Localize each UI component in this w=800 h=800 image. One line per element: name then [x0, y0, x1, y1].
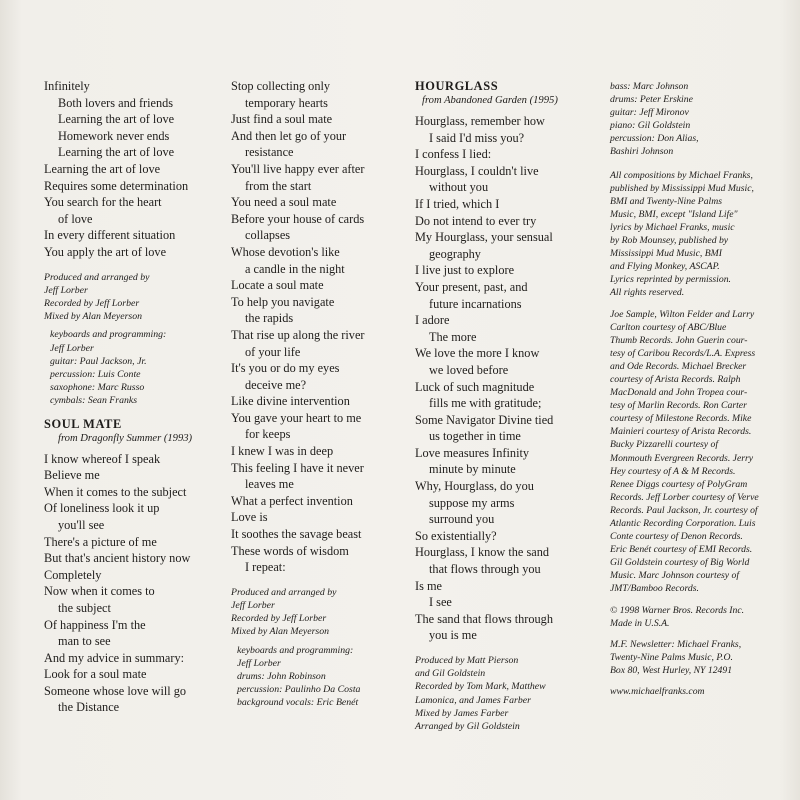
lyric-line: I know whereof I speak: [44, 451, 161, 466]
text-line: JMT/Bamboo Records.: [610, 583, 699, 595]
lyric-line: It's you or do my eyes: [231, 361, 340, 376]
text-line: Monmouth Evergreen Records. Jerry: [610, 452, 754, 464]
lyric-line: without you: [429, 180, 489, 195]
text-line: Mainieri courtesy of Arista Records.: [610, 426, 752, 438]
text-line: Lyrics reprinted by permission.: [610, 274, 731, 286]
text-line: Recorded by Jeff Lorber: [44, 297, 140, 309]
text-line: and Ode Records. Michael Brecker: [610, 360, 747, 372]
lyric-line: minute by minute: [429, 462, 516, 477]
lyric-line: We love the more I know: [415, 346, 540, 361]
lyric-line: Why, Hourglass, do you: [415, 479, 534, 494]
text-line: MacDonald and John Tropea cour-: [610, 387, 748, 399]
lyric-line: us together in time: [429, 429, 521, 444]
lyric-line: This feeling I have it never: [231, 460, 364, 475]
lyric-line: from the start: [245, 178, 312, 193]
lyric-line: Completely: [44, 567, 102, 582]
lyric-line: Requires some determination: [44, 178, 189, 193]
lyric-line: Both lovers and friends: [58, 95, 174, 110]
lyric-line: resistance: [245, 145, 294, 160]
text-line: Recorded by Jeff Lorber: [231, 613, 327, 625]
text-line: cymbals: Sean Franks: [50, 395, 138, 407]
text-line: Made in U.S.A.: [610, 617, 670, 629]
text-line: Arranged by Gil Goldstein: [415, 721, 520, 733]
song-title: SOUL MATE: [44, 416, 122, 431]
text-line: courtesy of Milestone Records. Mike: [610, 413, 752, 425]
lyric-line: the rapids: [245, 311, 294, 326]
text-line: Carlton courtesy of ABC/Blue: [610, 321, 727, 333]
text-line: Records. Paul Jackson, Jr. courtesy of: [610, 504, 758, 516]
lyric-line: The more: [429, 329, 477, 344]
lyric-line: you'll see: [58, 517, 105, 532]
text-line: Hey courtesy of A & M Records.: [610, 465, 736, 477]
lyric-line: deceive me?: [245, 377, 307, 392]
lyric-line: Infinitely: [44, 79, 90, 93]
website-link[interactable]: www.michaelfranks.com: [610, 686, 705, 698]
lyric-line: surround you: [429, 512, 495, 527]
lyric-line: Do not intend to ever try: [415, 213, 537, 228]
text-line: bass: Marc Johnson: [610, 81, 689, 92]
lyric-line: What a perfect invention: [231, 493, 353, 508]
lyric-line: You'll live happy ever after: [231, 161, 365, 176]
lyric-line: you is me: [429, 628, 477, 643]
text-line: Eric Benét courtesy of EMI Records.: [610, 544, 753, 556]
lyric-line: Love measures Infinity: [415, 445, 530, 460]
lyric-line: I adore: [415, 313, 450, 328]
lyric-line: Locate a soul mate: [231, 278, 324, 293]
lyric-line: You gave your heart to me: [231, 410, 362, 425]
text-line: Music, BMI, except "Island Life": [610, 208, 738, 220]
lyric-line: Believe me: [44, 468, 100, 483]
lyric-line: Whose devotion's like: [231, 244, 340, 259]
musician-credits: [231, 644, 411, 710]
text-line: guitar: Paul Jackson, Jr.: [50, 355, 147, 367]
lyric-line: future incarnations: [429, 296, 522, 311]
song-subtitle: from Abandoned Garden (1995): [422, 95, 558, 106]
text-line: Jeff Lorber: [50, 342, 94, 354]
text-line: Joe Sample, Wilton Felder and Larry: [610, 308, 755, 320]
lyric-line: the subject: [58, 600, 111, 615]
text-line: background vocals: Eric Benét: [237, 697, 359, 709]
lyric-line: fills me with gratitude;: [429, 396, 542, 411]
text-line: piano: Gil Goldstein: [610, 120, 691, 132]
lyric-line: I live just to explore: [415, 263, 515, 278]
musician-credits: [44, 328, 222, 407]
lyric-line: Stop collecting only: [231, 79, 331, 93]
lyric-line: And then let go of your: [231, 128, 347, 143]
lyric-line: And my advice in summary:: [44, 650, 185, 665]
lyric-line: Learning the art of love: [44, 161, 161, 176]
column-3: [415, 78, 605, 733]
text-line: Records. Jeff Lorber courtesy of Verve: [610, 491, 759, 503]
lyric-line: There's a picture of me: [44, 534, 157, 549]
text-line: Conte courtesy of Denon Records.: [610, 531, 743, 543]
text-line: keyboards and programming:: [237, 644, 354, 656]
lyric-line: If I tried, which I: [415, 196, 500, 211]
column-2: [231, 78, 411, 710]
lyric-line: So existentially?: [415, 528, 497, 543]
lyric-line: Some Navigator Divine tied: [415, 412, 554, 427]
lyric-line: Look for a soul mate: [44, 667, 147, 682]
text-line: Bashiri Johnson: [610, 146, 674, 158]
text-line: Recorded by Tom Mark, Matthew: [415, 681, 546, 693]
text-line: All rights reserved.: [610, 287, 685, 299]
lyric-line: That rise up along the river: [231, 327, 365, 342]
text-line: percussion: Don Alias,: [610, 133, 699, 145]
text-line: tesy of Caribou Records/L.A. Express: [610, 347, 756, 359]
column-4: [610, 80, 788, 698]
song-subtitle: from Dragonfly Summer (1993): [58, 432, 193, 444]
lyrics-block: [44, 451, 222, 717]
lyric-line: The sand that flows through: [415, 611, 553, 626]
lyric-line: Of happiness I'm the: [44, 617, 146, 632]
lyric-line: You need a soul mate: [231, 195, 337, 210]
lyric-line: Someone whose love will go: [44, 683, 187, 698]
text-line: percussion: Luis Conte: [50, 368, 141, 380]
lyric-line: we loved before: [429, 362, 509, 377]
lyric-line: I see: [429, 595, 452, 610]
text-line: Jeff Lorber: [237, 657, 281, 669]
lyric-line: I repeat:: [245, 560, 286, 575]
lyric-line: I knew I was in deep: [231, 444, 334, 459]
text-line: M.F. Newsletter: Michael Franks,: [610, 638, 742, 650]
lyric-line: geography: [429, 246, 481, 261]
compositions-notice: [610, 169, 788, 300]
text-line: Jeff Lorber: [44, 284, 88, 296]
lyric-line: the Distance: [58, 700, 120, 715]
text-line: keyboards and programming:: [50, 329, 167, 341]
text-line: and Gil Goldstein: [415, 668, 486, 680]
text-line: Produced by Matt Pierson: [415, 655, 519, 666]
lyric-line: But that's ancient history now: [44, 551, 191, 566]
lyric-line: Your present, past, and: [415, 279, 528, 294]
lyric-line: These words of wisdom: [231, 543, 349, 558]
copyright-notice: [610, 604, 788, 630]
lyrics-block: [44, 78, 222, 261]
text-line: Mississippi Mud Music, BMI: [610, 248, 722, 260]
text-line: Produced and arranged by: [231, 586, 337, 598]
lyric-line: My Hourglass, your sensual: [415, 230, 553, 245]
lyric-line: of love: [58, 211, 93, 226]
lyric-line: Luck of such magnitude: [415, 379, 535, 394]
lyric-line: It soothes the savage beast: [231, 527, 362, 542]
production-credits: [231, 586, 411, 639]
production-credits: [44, 271, 222, 324]
text-line: Twenty-Nine Palms Music, P.O.: [610, 651, 733, 663]
courtesy-notice: [610, 308, 788, 596]
lyric-line: suppose my arms: [429, 495, 515, 510]
lyric-line: You search for the heart: [44, 195, 162, 210]
text-line: drums: John Robinson: [237, 671, 326, 683]
text-line: Produced and arranged by: [44, 271, 150, 283]
text-line: Mixed by James Farber: [415, 707, 509, 719]
text-line: Mixed by Alan Meyerson: [44, 311, 143, 323]
lyric-line: Like divine intervention: [231, 394, 350, 409]
newsletter-address: [610, 638, 788, 677]
lyric-line: leaves me: [245, 477, 294, 492]
lyrics-block: [231, 78, 411, 576]
text-line: tesy of Marlin Records. Ron Carter: [610, 400, 747, 412]
text-line: percussion: Paulinho Da Costa: [237, 684, 361, 696]
text-line: guitar: Jeff Mironov: [610, 107, 689, 119]
column-1: [44, 78, 222, 716]
lyric-line: Is me: [415, 578, 442, 593]
lyric-line: Hourglass, remember how: [415, 114, 545, 128]
text-line: saxophone: Marc Russo: [50, 382, 145, 394]
lyric-line: temporary hearts: [245, 95, 328, 110]
lyric-line: Of loneliness look it up: [44, 501, 160, 516]
text-line: published by Mississippi Mud Music,: [610, 182, 754, 194]
text-line: Bucky Pizzarelli courtesy of: [610, 439, 719, 451]
lyric-line: I confess I lied:: [415, 147, 492, 162]
text-line: Renee Diggs courtesy of PolyGram: [610, 478, 748, 490]
lyric-line: When it comes to the subject: [44, 484, 187, 499]
text-line: © 1998 Warner Bros. Records Inc.: [610, 604, 745, 616]
lyric-line: Now when it comes to: [44, 584, 155, 599]
lyric-line: Homework never ends: [58, 128, 170, 143]
lyric-line: Hourglass, I couldn't live: [415, 163, 539, 178]
lyric-line: man to see: [58, 634, 111, 649]
text-line: Lamonica, and James Farber: [415, 694, 531, 706]
lyrics-block: [415, 113, 605, 644]
text-line: by Rob Mounsey, published by: [610, 235, 729, 247]
lyric-line: a candle in the night: [245, 261, 345, 276]
text-line: drums: Peter Erskine: [610, 94, 693, 106]
text-line: lyrics by Michael Franks, music: [610, 221, 735, 233]
lyric-line: Hourglass, I know the sand: [415, 545, 549, 560]
lyric-line: I said I'd miss you?: [429, 130, 525, 145]
text-line: Jeff Lorber: [231, 600, 275, 612]
text-line: Box 80, West Hurley, NY 12491: [610, 664, 733, 676]
text-line: All compositions by Michael Franks,: [610, 169, 753, 181]
lyric-line: Learning the art of love: [58, 145, 175, 160]
lyric-line: In every different situation: [44, 228, 176, 243]
lyric-line: Learning the art of love: [58, 112, 175, 127]
production-credits: [415, 654, 605, 733]
lyric-line: collapses: [245, 228, 291, 243]
lyric-line: Before your house of cards: [231, 211, 365, 226]
text-line: Gil Goldstein courtesy of Big World: [610, 557, 750, 569]
text-line: and Flying Monkey, ASCAP.: [610, 261, 720, 273]
lyric-line: To help you navigate: [231, 294, 335, 309]
song-title: HOURGLASS: [415, 79, 499, 93]
lyric-line: that flows through you: [429, 562, 541, 577]
text-line: Music. Marc Johnson courtesy of: [610, 570, 740, 582]
lyric-line: You apply the art of love: [44, 244, 167, 259]
lyric-line: of your life: [245, 344, 301, 359]
lyric-line: Just find a soul mate: [231, 112, 333, 127]
text-line: Thumb Records. John Guerin cour-: [610, 334, 748, 346]
lyric-line: for keeps: [245, 427, 291, 442]
musician-credits: [610, 80, 788, 159]
text-line: Atlantic Recording Corporation. Luis: [610, 518, 756, 529]
text-line: courtesy of Arista Records. Ralph: [610, 373, 741, 385]
text-line: BMI and Twenty-Nine Palms: [610, 195, 723, 207]
lyric-line: Love is: [231, 510, 268, 525]
text-line: Mixed by Alan Meyerson: [231, 626, 330, 638]
